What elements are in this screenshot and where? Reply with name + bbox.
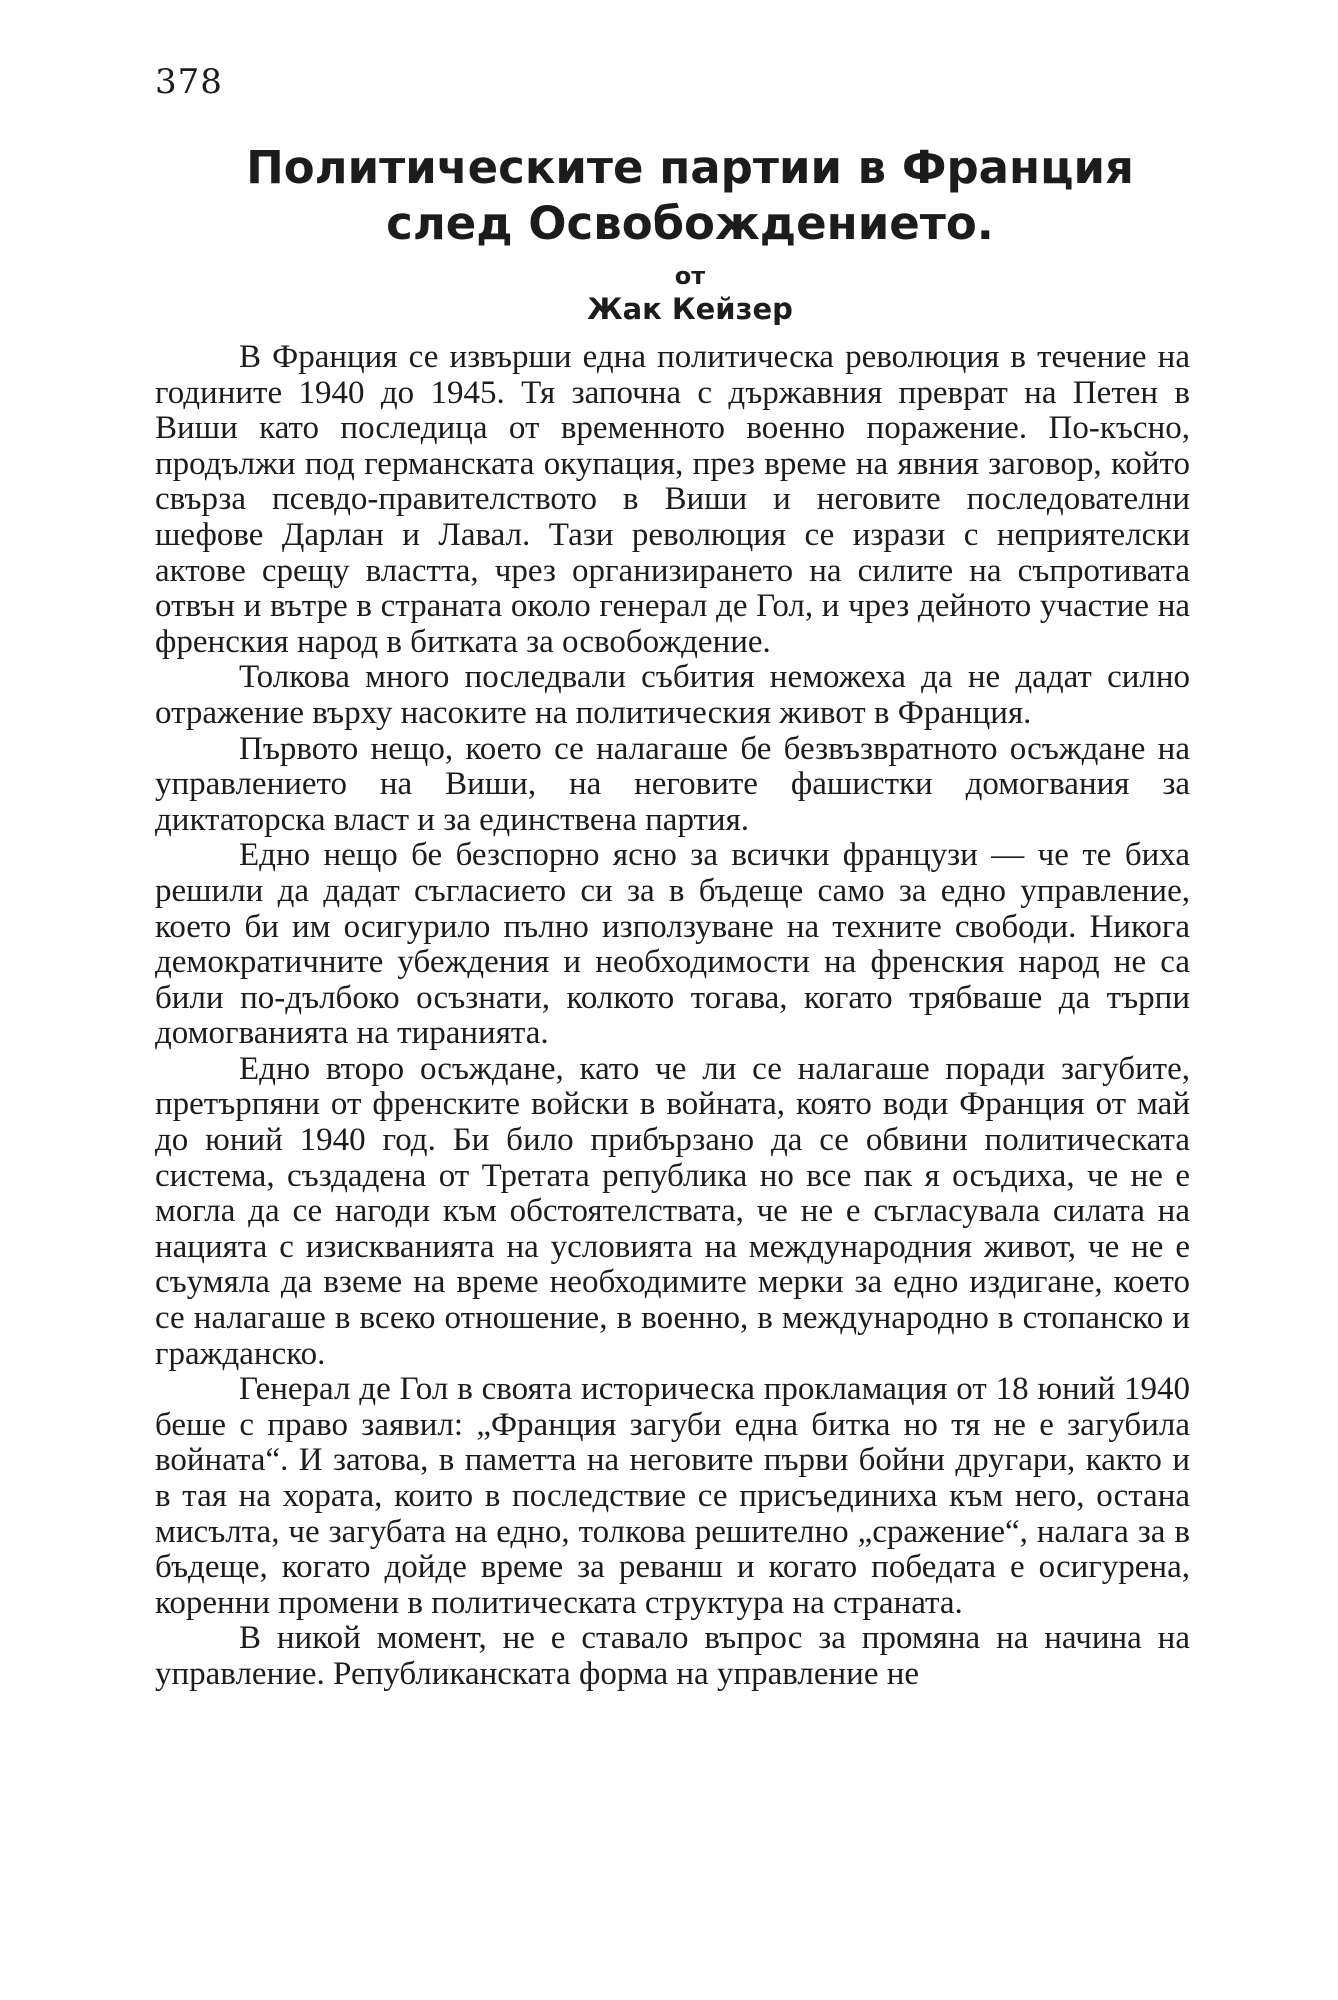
paragraph-7: В никой момент, не е ставало въпрос за промяна на начина на управление. Републиканската форма на управление не <box>155 1620 1190 1692</box>
title-line-1: Политическите партии в Франция <box>246 141 1134 194</box>
author-name: Жак Кейзер <box>587 292 793 326</box>
title-line-2: след Освобождението. <box>386 197 994 250</box>
paragraph-1: В Франция се извърши една политическа революция в течение на годините 1940 до 1945. Тя започна с държавния преврат на Петен в Виши като последица от временното военно поражение. По-късно, продължи под германската окупация, през време на явния заговор, който свърза псевдо-правителството в Виши и неговите последователни шефове Дарлан и Лавал. Тази революция се изрази с неприятелски актове срещу властта, чрез организирането на силите на съпротивата отвън и вътре в страната около генерал де Гол, и чрез дейното участие на френския народ в битката за освобождение. <box>155 339 1190 660</box>
paragraph-5: Едно второ осъждане, като че ли се налагаше поради загубите, претърпяни от френските войски в войната, която води Франция от май до юний 1940 год. Би било прибързано да се обвини политическата система, създадена от Третата република но все пак я осъдиха, че не е могла да се нагоди към обстоятелствата, че не е съгласувала силата на нацията с изискванията на условията на международния живот, че не е съумяла да вземе на време необходимите мерки за едно издигане, което се налагаше в всеко отношение, в военно, в международно в стопанско и гражданско. <box>155 1050 1190 1372</box>
paragraph-3: Първото нещо, което се налагаше бе безвъзвратното осъждане на управлението на Виши, на неговите фашистки домогвания за диктаторска власт и за единствена партия. <box>155 730 1190 838</box>
article-title <box>160 140 1220 252</box>
byline-preposition: от <box>674 262 706 290</box>
page-number: 378 <box>155 62 223 102</box>
paragraph-2: Толкова много последвали събития неможеха да не дадат силно отражение върху насоките на политическия живот в Франция. <box>155 659 1190 731</box>
article-body <box>155 340 1190 1693</box>
paragraph-6: Генерал де Гол в своята историческа прокламация от 18 юний 1940 беше с право заявил: „Франция загуби една битка но тя не е загубила войната“. И затова, в паметта на неговите първи бойни другари, както и в тая на хората, които в последствие се присъединиха към него, остана мисълта, че загубата на едно, толкова решително „сражение“, налага за в бъдеще, когато дойде време за реванш и когато победата е осигурена, коренни промени в политическата структура на страната. <box>155 1371 1190 1621</box>
paragraph-4: Едно нещо бе безспорно ясно за всички французи — че те биха решили да дадат съгласието си за в бъдеще само за едно управление, което би им осигурило пълно използуване на техните свободи. Никога демократичните убеждения и необходимости на френския народ не са били по-дълбоко осъзнати, колкото тогава, когато трябваше да търпи домогванията на тиранията. <box>155 837 1190 1052</box>
